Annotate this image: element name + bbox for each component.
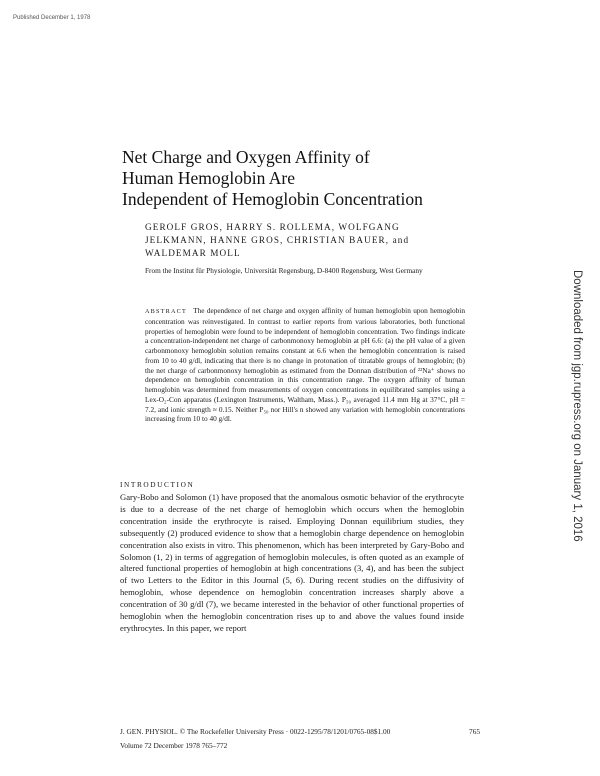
title-line: Human Hemoglobin Are xyxy=(122,168,296,188)
article-title xyxy=(122,147,482,210)
author-line: JELKMANN, HANNE GROS, CHRISTIAN BAUER, and xyxy=(145,234,410,245)
section-heading-introduction: INTRODUCTION xyxy=(120,480,195,489)
abstract-label: ABSTRACT xyxy=(145,308,187,315)
title-line: Independent of Hemoglobin Concentration xyxy=(122,189,423,209)
introduction-text: Gary-Bobo and Solomon (1) have proposed that the anomalous osmotic behavior of the erythrocyte is due to a decrease of the net charge of hemoglobin which occurs when the hemoglobin concentration inside the erythrocyte is raised. Employing Donnan equilibrium studies, they subsequently (2) produced evidence to show that a hemoglobin charge dependence on hemoglobin concentration also exists in vitro. This phenomenon, which has been interpreted by Gary-Bobo and Solomon (1, 2) in terms of aggregation of hemoglobin molecules, is often quoted as an example of altered functional properties of hemoglobin at high concentrations (3, 4), and has been the subject of two Letters to the Editor in this Journal (5, 6). During recent studies on the diffusivity of hemoglobin, whose dependence on hemoglobin concentration increases sharply above a concentration of 30 g/dl (7), we became interested in the behavior of other functional properties of hemoglobin when the hemoglobin concentration rises up to and above the values found inside erythrocytes. In this paper, we report xyxy=(120,492,464,633)
page-number: 765 xyxy=(469,727,480,736)
journal-info: J. GEN. PHYSIOL. © The Rockefeller University Press · 0022-1295/78/1201/0765-08$1.00 xyxy=(120,727,391,736)
author-line: WALDEMAR MOLL xyxy=(145,247,241,258)
affiliation: From the Institut für Physiologie, Universität Regensburg, D-8400 Regensburg, West Germany xyxy=(145,266,423,275)
volume-info: Volume 72 December 1978 765–772 xyxy=(120,741,228,750)
title-line: Net Charge and Oxygen Affinity of xyxy=(122,147,370,167)
published-date: Published December 1, 1978 xyxy=(13,15,91,21)
journal-citation xyxy=(120,727,480,736)
download-stamp: Downloaded from jgp.rupress.org on January 1, 2016 xyxy=(571,270,583,542)
author-list xyxy=(145,221,465,259)
author-line: GEROLF GROS, HARRY S. ROLLEMA, WOLFGANG xyxy=(145,222,400,232)
abstract-text: The dependence of net charge and oxygen affinity of human hemoglobin upon hemoglobin concentration was reinvestigated. In contrast to earlier reports from various laboratories, both functional properties of hemoglobin were found to be independent of hemoglobin concentration. Two findings indicate a concentration-independent net charge of carbonmonoxy hemoglobin at pH 6.6: (a) the pH value of a given carbonmonoxy hemoglobin solution remains constant at 6.6 when the hemoglobin concentration is raised from 10 to 40 g/dl, indicating that there is no change in protonation of titratable groups of hemoglobin; (b) the net charge of carbonmonoxy hemoglobin as estimated from the Donnan distribution of ²²Na⁺ shows no dependence on hemoglobin concentration in this concentration range. The oxygen affinity of human hemoglobin was determined from measurements of oxygen concentrations in equilibrated samples using a Lex-O₂-Con apparatus (Lexington Instruments, Waltham, Mass.). P₅₀ averaged 11.4 mm Hg at 37°C, pH = 7.2, and ionic strength ≈ 0.15. Neither P₅₀ nor Hill's n showed any variation with hemoglobin concentrations increasing from 10 to 40 g/dl. xyxy=(145,306,465,424)
abstract xyxy=(145,306,465,424)
